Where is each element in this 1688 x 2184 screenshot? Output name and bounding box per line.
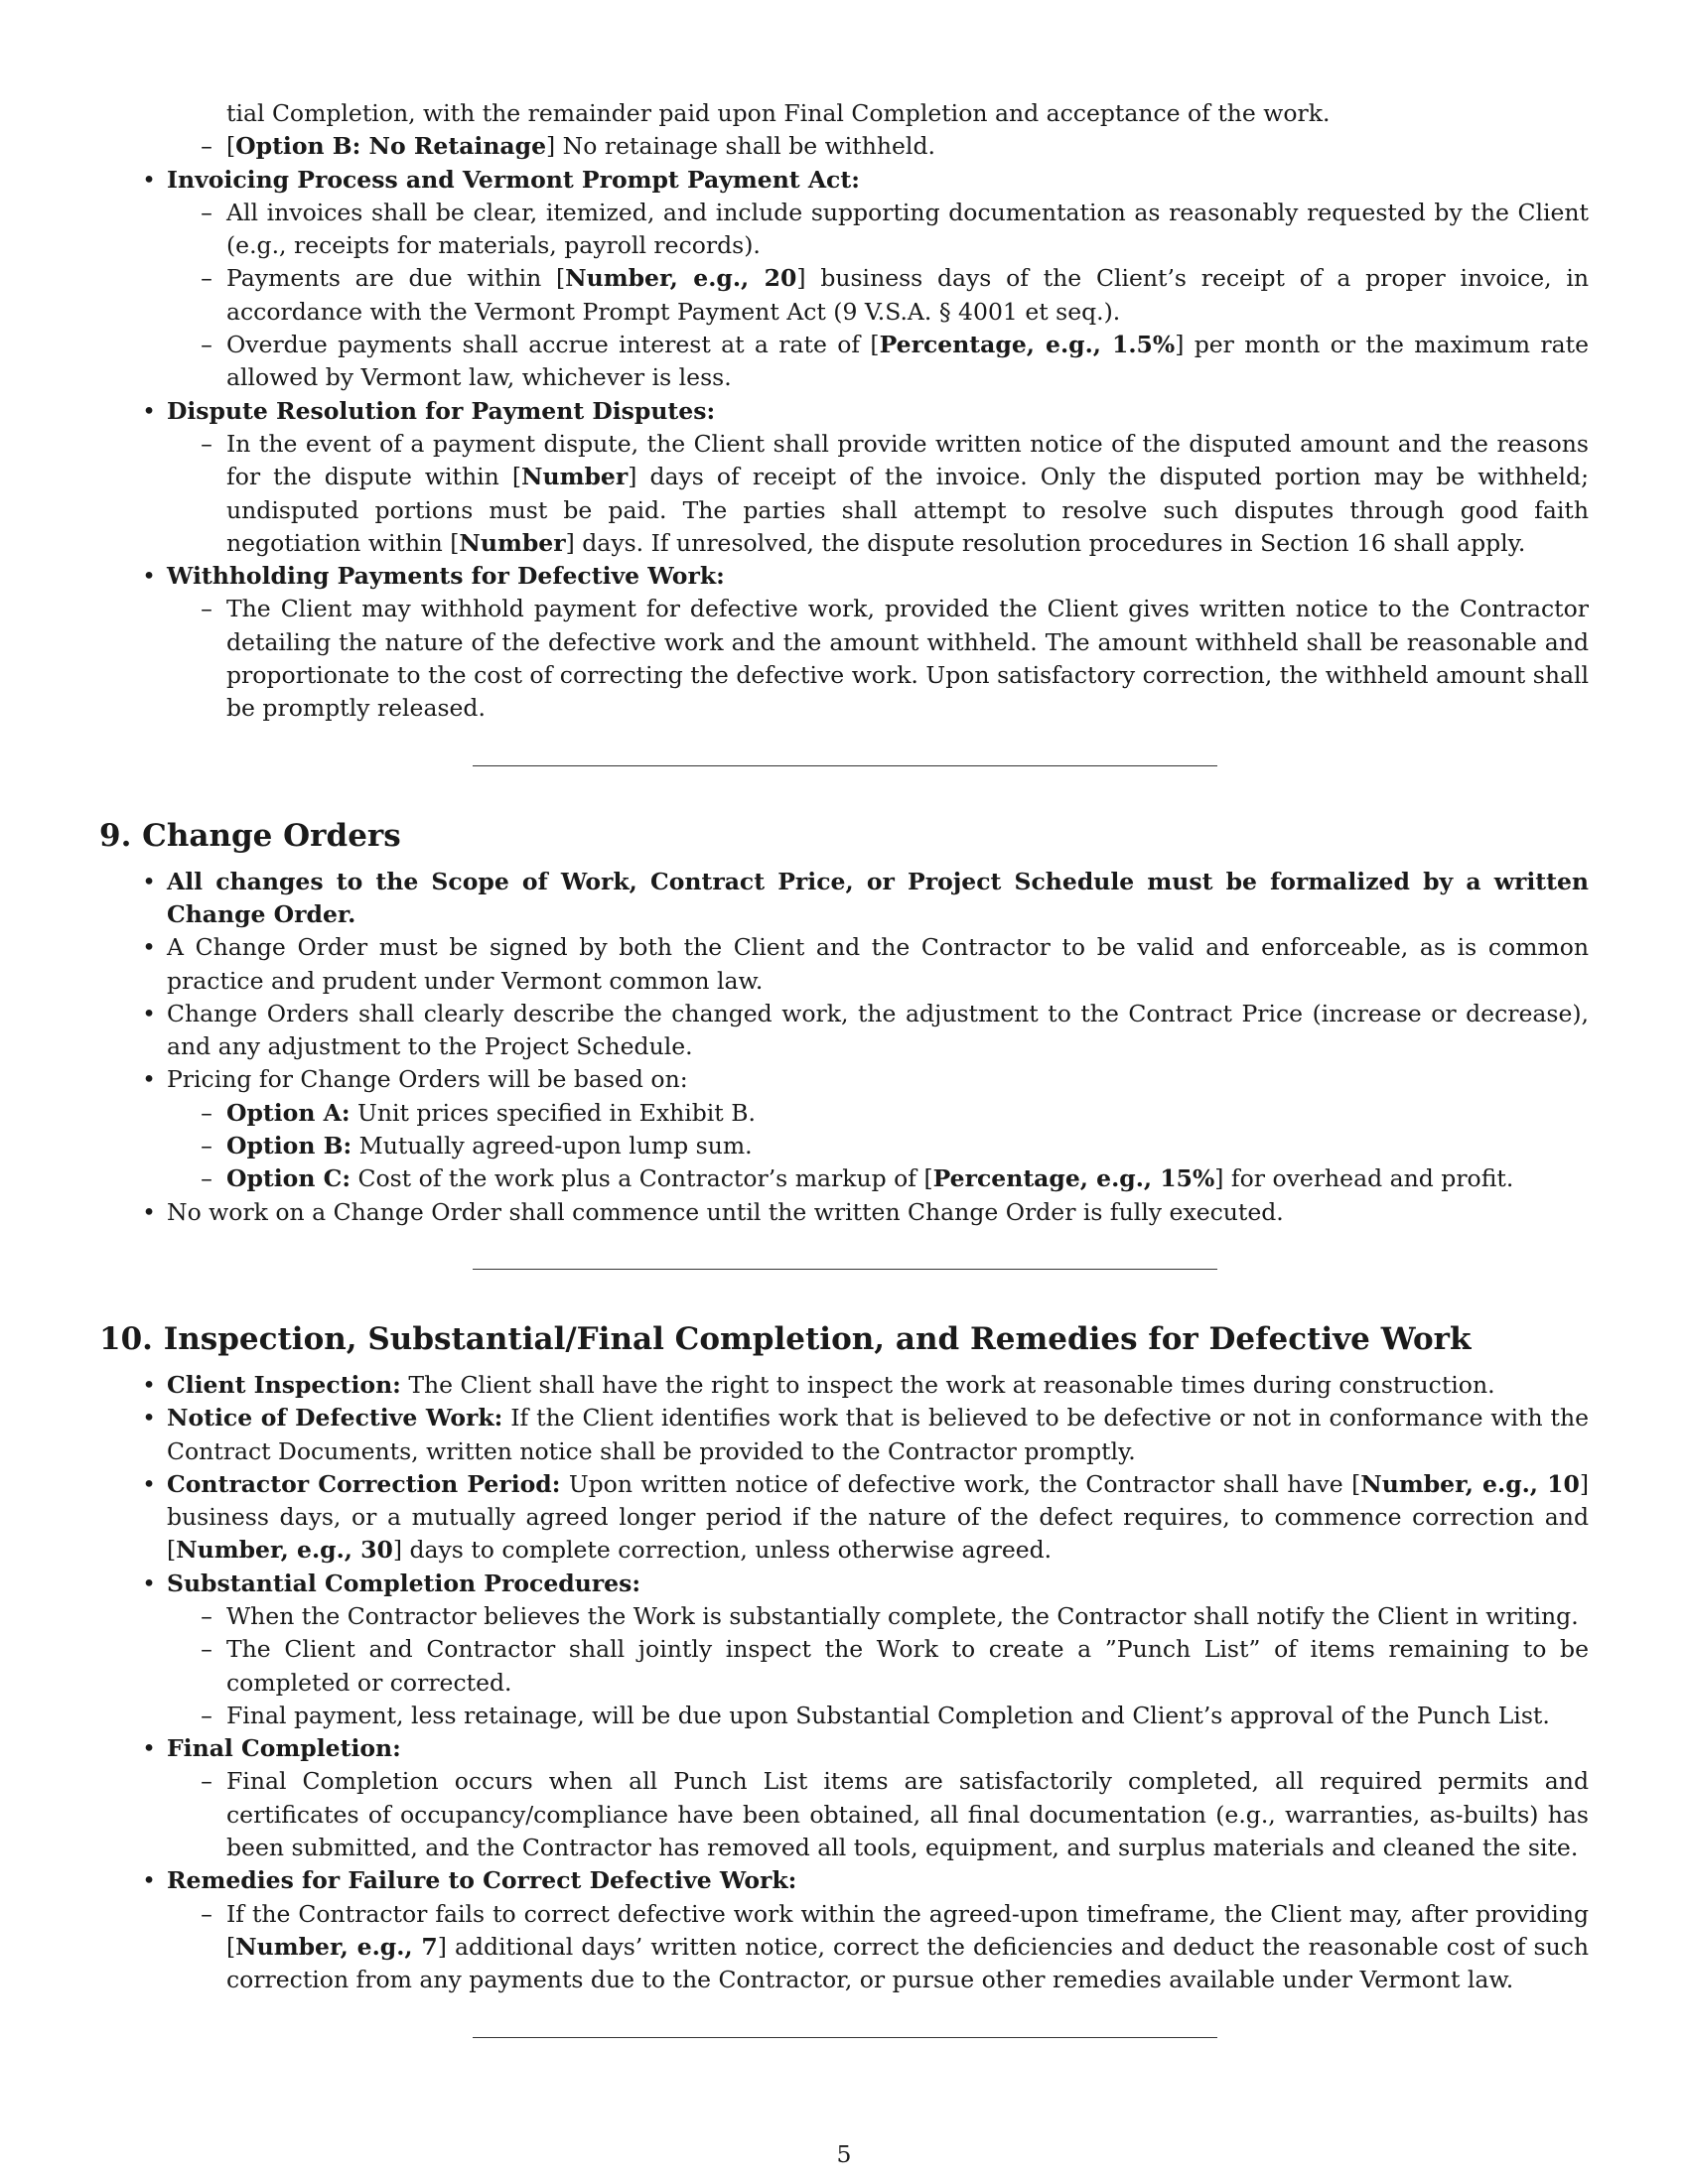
remedies-bullet	[99, 1864, 1589, 1897]
invoicing-item-2-post: ] business days of the Client’s receipt of a proper invoice, in accordance with the Vermont Prompt Payment Act (9 V.S.A. § 4001 et seq.).	[226, 264, 1589, 326]
option-b-retainage-item	[99, 130, 1589, 163]
correction-period-pre: Upon written notice of defective work, the Contractor shall have [	[560, 1469, 1361, 1498]
option-a-text: Unit prices specified in Exhibit B.	[350, 1098, 756, 1127]
correction-period-post: ] days to complete correction, unless otherwise agreed.	[392, 1536, 1053, 1565]
final-completion-bullet	[99, 1732, 1589, 1765]
dash-marker: –	[201, 1701, 212, 1729]
section-9-bullet-3-text: Change Orders shall clearly describe the changed work, the adjustment to the Contract Price (increase or decrease), and any adjustment to the Project Schedule.	[167, 999, 1589, 1061]
option-b-text: Mutually agreed-upon lump sum.	[352, 1132, 753, 1160]
spacer	[99, 766, 1589, 816]
dash-marker: –	[201, 1132, 212, 1160]
remedies-pre: If the Contractor fails to correct defective work within the agreed-upon timeframe, the Client may, after providing [	[226, 1899, 1589, 1961]
option-b-item	[99, 1130, 1589, 1162]
invoicing-item-3-placeholder: Percentage, e.g., 1.5%	[879, 331, 1176, 359]
option-b-label: Option B:	[226, 1132, 352, 1160]
bullet-marker: •	[142, 999, 156, 1027]
bullet-marker: •	[142, 1404, 156, 1433]
option-c-post: ] for overhead and profit.	[1214, 1164, 1514, 1193]
dash-marker: –	[201, 331, 212, 359]
dash-marker: –	[201, 595, 212, 623]
section-9-bullet-5	[99, 1196, 1589, 1229]
option-c-placeholder: Percentage, e.g., 15%	[932, 1164, 1215, 1193]
bullet-marker: •	[142, 1469, 156, 1498]
dash-marker: –	[201, 1601, 212, 1630]
spacer	[99, 726, 1589, 765]
invoicing-item-2-pre: Payments are due within [	[226, 264, 566, 293]
dash-marker: –	[201, 1899, 212, 1928]
dispute-text-mid: ] days of receipt of the invoice. Only the disputed portion may be withheld; undisputed portions must be paid. The parties shall attempt to resolve such disputes through good faith negotiation within [	[226, 463, 1589, 557]
section-9-bullet-5-text: No work on a Change Order shall commence until the written Change Order is fully executed.	[167, 1197, 1284, 1226]
section-10-title: 10. Inspection, Substantial/Final Completion, and Remedies for Defective Work	[99, 1320, 1472, 1357]
invoicing-item-3	[99, 329, 1589, 395]
substantial-completion-bullet	[99, 1568, 1589, 1600]
client-inspection-text: The Client shall have the right to inspect the work at reasonable times during construction.	[400, 1370, 1495, 1399]
dispute-text-pre: In the event of a payment dispute, the Client shall provide written notice of the disputed amount and the reasons for the dispute within [	[226, 429, 1589, 491]
dash-marker: –	[201, 1767, 212, 1796]
remedies-placeholder: Number, e.g., 7	[235, 1932, 438, 1961]
substantial-item-1-text: When the Contractor believes the Work is substantially complete, the Contractor shall notify the Client in writing.	[226, 1601, 1579, 1630]
section-9-bullet-4	[99, 1063, 1589, 1096]
bullet-marker: •	[142, 562, 156, 591]
final-completion-text: Final Completion occurs when all Punch List items are satisfactorily completed, all required permits and certificates of occupancy/compliance have been obtained, all final documentation (e.g., warranties, as-builts) has been submitted, and the Contractor has removed all tools, equipment, and surplus materials and cleaned the site.	[226, 1767, 1589, 1862]
section-9-bullet-1	[99, 866, 1589, 932]
invoicing-bullet	[99, 164, 1589, 197]
substantial-item-1	[99, 1600, 1589, 1633]
continued-text: tial Completion, with the remainder paid upon Final Completion and acceptance of the work.	[226, 99, 1331, 127]
dash-marker: –	[201, 1164, 212, 1193]
section-9-bullet-1-text: All changes to the Scope of Work, Contract Price, or Project Schedule must be formalized by a written Change Order.	[167, 867, 1589, 928]
section-9-bullet-2-text: A Change Order must be signed by both the Client and the Contractor to be valid and enforceable, as is common practice and prudent under Vermont common law.	[167, 933, 1589, 995]
section-9-bullet-2	[99, 931, 1589, 998]
bullet-marker: •	[142, 1569, 156, 1597]
substantial-completion-heading: Substantial Completion Procedures:	[167, 1569, 641, 1597]
dispute-text-post: ] days. If unresolved, the dispute resolution procedures in Section 16 shall apply.	[565, 528, 1526, 557]
withholding-bullet	[99, 560, 1589, 593]
bullet-marker: •	[142, 165, 156, 194]
remedies-post: ] additional days’ written notice, correct the deficiencies and deduct the reasonable cost of such correction from any payments due to the Contractor, or pursue other remedies available under Vermont law.	[226, 1932, 1590, 1994]
horizontal-rule	[473, 2037, 1217, 2038]
invoicing-item-2	[99, 262, 1589, 329]
spacer	[99, 1997, 1589, 2037]
correction-period-placeholder-1: Number, e.g., 10	[1360, 1469, 1580, 1498]
dash-marker: –	[201, 1635, 212, 1664]
notice-defective-bullet	[99, 1402, 1589, 1468]
dispute-bullet	[99, 395, 1589, 428]
dash-marker: –	[201, 429, 212, 458]
withholding-text: The Client may withhold payment for defective work, provided the Client gives written notice to the Contractor detailing the nature of the defective work and the amount withheld. The amount withheld shall be reasonable and proportionate to the cost of correcting the defective work. Upon satisfactory correction, the withheld amount shall be promptly released.	[226, 595, 1589, 723]
dash-marker: –	[201, 132, 212, 161]
client-inspection-bullet	[99, 1369, 1589, 1402]
dash-marker: –	[201, 1098, 212, 1127]
section-9-bullet-4-text: Pricing for Change Orders will be based on:	[167, 1065, 688, 1094]
spacer	[99, 1229, 1589, 1269]
substantial-item-2	[99, 1633, 1589, 1700]
withholding-heading: Withholding Payments for Defective Work:	[167, 562, 725, 591]
correction-period-label: Contractor Correction Period:	[167, 1469, 561, 1498]
correction-period-mid: ] business days, or a mutually agreed longer period if the nature of the defect requires, to commence correction and [	[167, 1469, 1589, 1565]
dispute-placeholder-2: Number	[459, 528, 566, 557]
bullet-marker: •	[142, 396, 156, 425]
invoicing-item-1-text: All invoices shall be clear, itemized, and include supporting documentation as reasonably requested by the Client (e.g., receipts for materials, payroll records).	[226, 198, 1589, 260]
option-c-pre: Cost of the work plus a Contractor’s markup of [	[351, 1164, 933, 1193]
invoicing-item-2-placeholder: Number, e.g., 20	[565, 264, 797, 293]
notice-defective-text: If the Client identifies work that is believed to be defective or not in conformance with the Contract Documents, written notice shall be provided to the Contractor promptly.	[167, 1404, 1590, 1465]
invoicing-item-1	[99, 197, 1589, 263]
substantial-item-3	[99, 1700, 1589, 1732]
correction-period-placeholder-2: Number, e.g., 30	[176, 1536, 393, 1565]
substantial-item-3-text: Final payment, less retainage, will be due upon Substantial Completion and Client’s approval of the Punch List.	[226, 1701, 1550, 1729]
section-9-bullet-3	[99, 998, 1589, 1064]
final-completion-heading: Final Completion:	[167, 1734, 401, 1763]
spacer	[99, 856, 1589, 866]
withholding-item	[99, 593, 1589, 725]
option-a-label: Option A:	[226, 1098, 351, 1127]
dash-marker: –	[201, 264, 212, 293]
invoicing-item-3-post: ] per month or the maximum rate allowed by Vermont law, whichever is less.	[226, 331, 1590, 392]
remedies-heading: Remedies for Failure to Correct Defective Work:	[167, 1866, 797, 1895]
final-completion-item	[99, 1765, 1589, 1864]
dispute-item	[99, 428, 1589, 560]
bullet-marker: •	[142, 933, 156, 962]
bullet-marker: •	[142, 867, 156, 895]
option-b-retainage-text: [Option B: No Retainage] No retainage shall be withheld.	[226, 132, 935, 161]
substantial-item-2-text: The Client and Contractor shall jointly inspect the Work to create a ”Punch List” of items remaining to be completed or corrected.	[226, 1635, 1589, 1697]
notice-defective-label: Notice of Defective Work:	[167, 1404, 503, 1433]
option-c-item	[99, 1162, 1589, 1195]
remedies-item	[99, 1898, 1589, 1997]
bullet-marker: •	[142, 1197, 156, 1226]
invoicing-item-3-pre: Overdue payments shall accrue interest at a rate of [	[226, 331, 880, 359]
bullet-marker: •	[142, 1734, 156, 1763]
dispute-heading: Dispute Resolution for Payment Disputes:	[167, 396, 716, 425]
option-a-item	[99, 1097, 1589, 1130]
option-c-label: Option C:	[226, 1164, 352, 1193]
page-number: 5	[836, 2140, 852, 2168]
section-9-title: 9. Change Orders	[99, 817, 401, 854]
bullet-marker: •	[142, 1866, 156, 1895]
dispute-placeholder-1: Number	[521, 463, 629, 491]
bullet-marker: •	[142, 1370, 156, 1399]
invoicing-heading: Invoicing Process and Vermont Prompt Payment Act:	[167, 165, 860, 194]
spacer	[99, 1359, 1589, 1369]
client-inspection-label: Client Inspection:	[167, 1370, 401, 1399]
correction-period-bullet	[99, 1468, 1589, 1568]
spacer	[99, 1270, 1589, 1319]
bullet-marker: •	[142, 1065, 156, 1094]
page-content	[99, 97, 1589, 2038]
dash-marker: –	[201, 198, 212, 226]
